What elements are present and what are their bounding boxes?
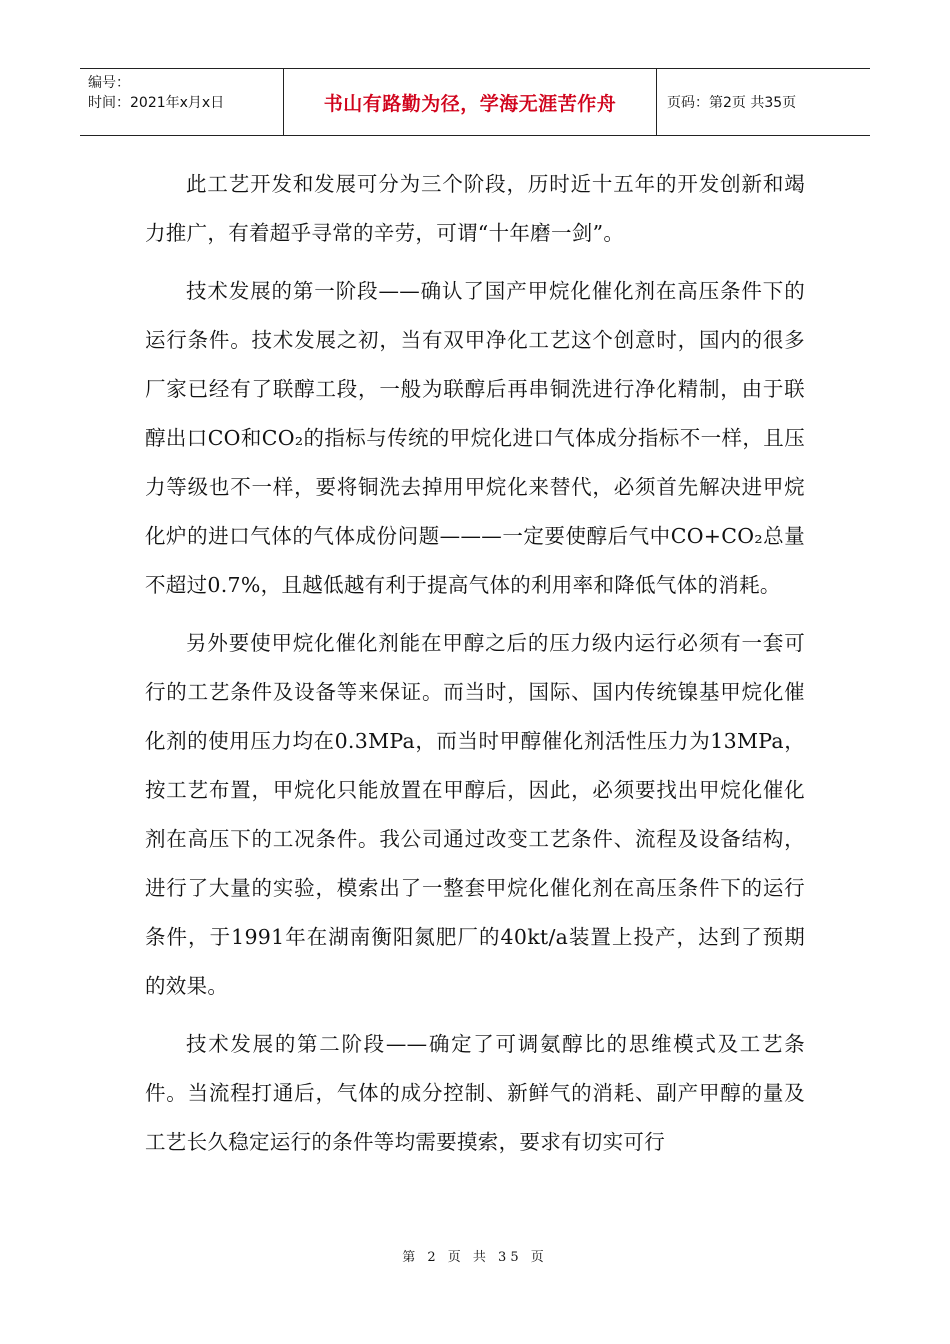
page-info: 页码：第2页 共35页 — [667, 95, 797, 111]
motto-text: 书山有路勤为径，学海无涯苦作舟 — [323, 92, 617, 115]
header-meta — [80, 69, 283, 135]
number-label: 编号： — [88, 75, 130, 91]
paragraph-4: 技术发展的第二阶段——确定了可调氨醇比的思维模式及工艺条件。当流程打通后，气体的成分控制、新鲜气的消耗、副产甲醇的量及工艺长久稳定运行的条件等均需要摸索，要求有切实可行 — [145, 1032, 805, 1154]
header-page-info-cell — [657, 69, 870, 135]
page-footer — [0, 1246, 950, 1265]
header-motto-cell — [283, 69, 657, 135]
footer-page-number: 第 2 页 共 35 页 — [402, 1250, 548, 1265]
page-header — [80, 68, 870, 136]
paragraph-3: 另外要使甲烷化催化剂能在甲醇之后的压力级内运行必须有一套可行的工艺条件及设备等来保证。而当时，国际、国内传统镍基甲烷化催化剂的使用压力均在0.3MPa，而当时甲醇催化剂活性压力为13MPa，按工艺布置，甲烷化只能放置在甲醇后，因此，必须要找出甲烷化催化剂在高压下的工况条件。我公司通过改变工艺条件、流程及设备结构，进行了大量的实验，模索出了一整套甲烷化催化剂在高压条件下的运行条件，于1991年在湖南衡阳氮肥厂的40kt/a装置上投产，达到了预期的效果。 — [145, 631, 805, 998]
paragraph-1: 此工艺开发和发展可分为三个阶段，历时近十五年的开发创新和竭力推广，有着超乎寻常的辛劳，可谓“十年磨一剑”。 — [145, 172, 805, 245]
paragraph-2: 技术发展的第一阶段——确认了国产甲烷化催化剂在高压条件下的运行条件。技术发展之初，当有双甲净化工艺这个创意时，国内的很多厂家已经有了联醇工段，一般为联醇后再串铜洗进行净化精制，由于联醇出口CO和CO₂的指标与传统的甲烷化进口气体成分指标不一样，且压力等级也不一样，要将铜洗去掉用甲烷化来替代，必须首先解决进甲烷化炉的进口气体的气体成份问题———一定要使醇后气中CO+CO₂总量不超过0.7%，且越低越有利于提高气体的利用率和降低气体的消耗。 — [145, 279, 805, 597]
time-label: 时间：2021年x月x日 — [88, 95, 225, 111]
document-body — [145, 160, 805, 1176]
